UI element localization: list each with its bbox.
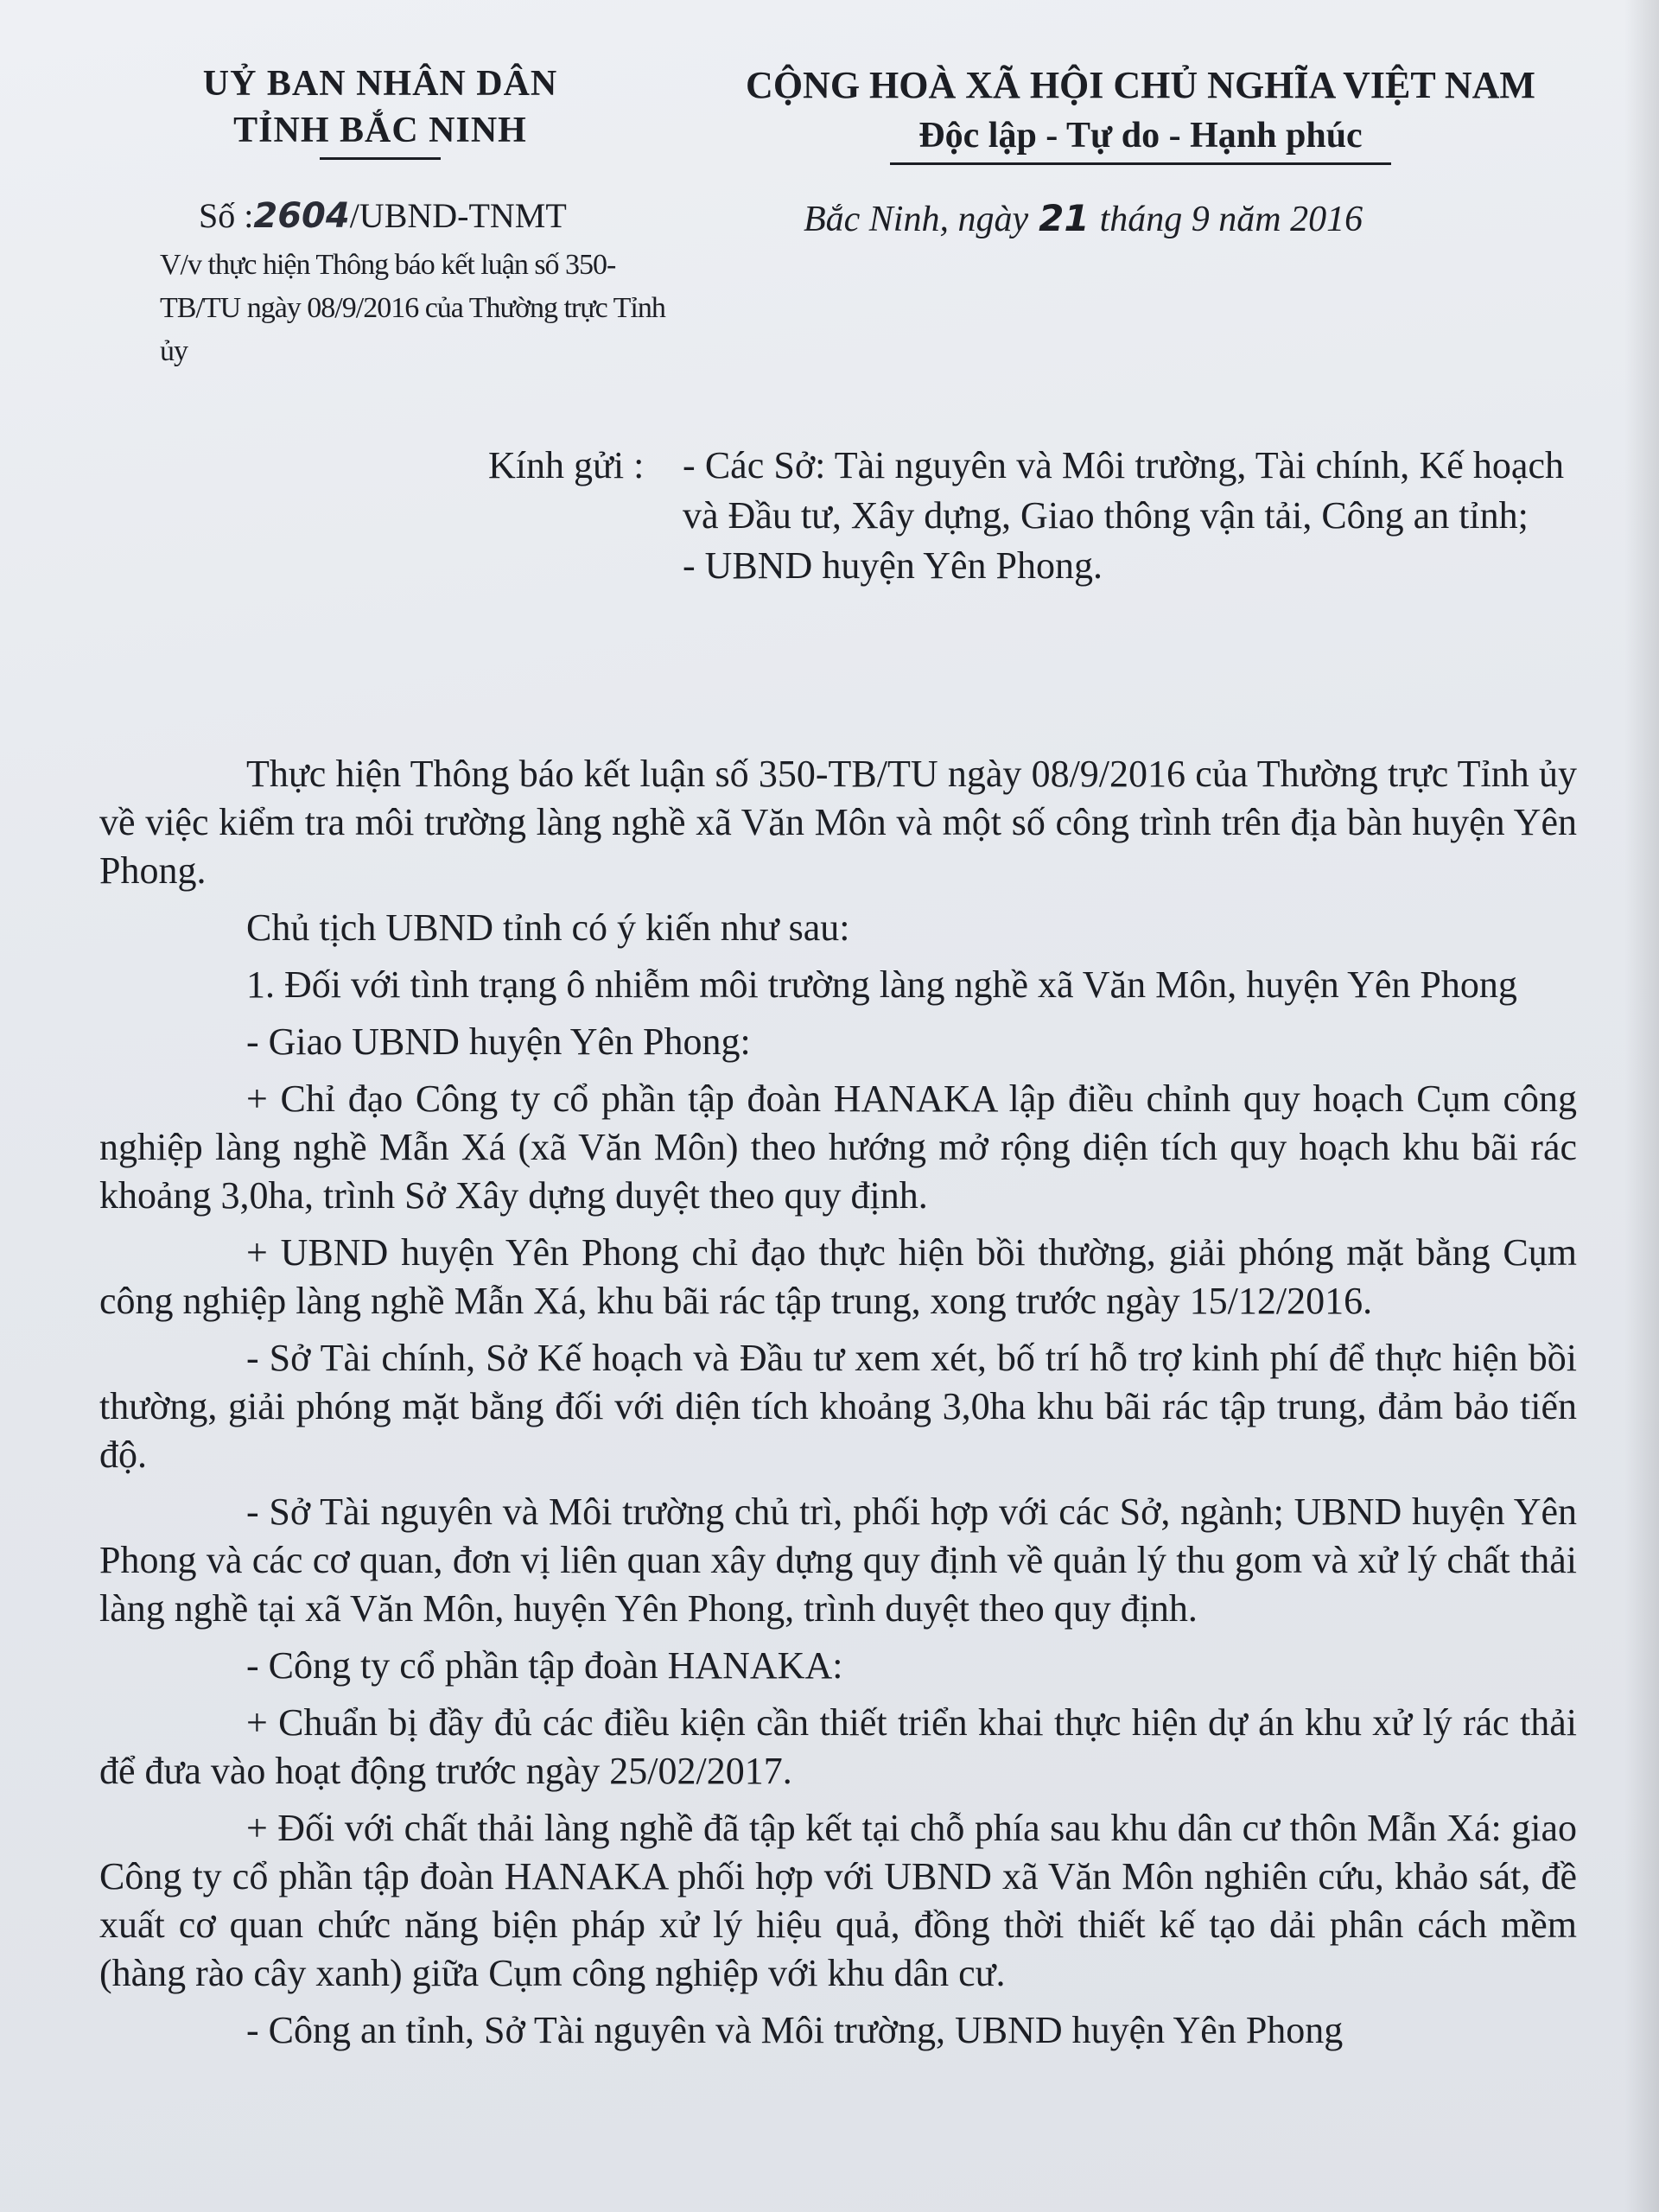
authority-line-2: TỈNH BẮC NINH [233,111,527,150]
date-line [804,197,1363,240]
body-paragraph: - Sở Tài chính, Sở Kế hoạch và Đầu tư xem xét, bố trí hỗ trợ kinh phí để thực hiện bồi thường, giải phóng mặt bằng đối với diện tích khoảng 3,0ha khu bãi rác tập trung, đảm bảo tiến độ. [99,1337,1577,1476]
date-day-handwritten: 21 [1039,197,1090,239]
recipient-line-2: - UBND huyện Yên Phong. [683,544,1103,587]
authority-line-1: UỶ BAN NHÂN DÂN [202,64,558,104]
section-heading: 1. Đối với tình trạng ô nhiễm môi trường làng nghề xã Văn Môn, huyện Yên Phong [246,963,1517,1006]
issuing-authority [156,60,605,160]
national-motto: Độc lập - Tự do - Hạnh phúc [918,116,1363,156]
date-place: Bắc Ninh, ngày [804,200,1029,239]
document-subject: V/v thực hiện Thông báo kết luận số 350-TB/TU ngày 08/9/2016 của Thường trực Tỉnh ủy [160,249,665,367]
authority-underline [320,157,441,160]
doc-number-handwritten: 2604 [253,196,350,236]
body-paragraph: - Công an tỉnh, Sở Tài nguyên và Môi trường, UBND huyện Yên Phong [246,2009,1344,2051]
national-title: CỘNG HOÀ XÃ HỘI CHỦ NGHĨA VIỆT NAM [746,64,1535,106]
body-paragraph: Thực hiện Thông báo kết luận số 350-TB/TU ngày 08/9/2016 của Thường trực Tỉnh ủy về việc kiểm tra môi trường làng nghề xã Văn Môn và một số công trình trên địa bàn huyện Yên Phong. [99,753,1577,892]
national-header [691,60,1590,165]
doc-number-suffix: /UBND-TNMT [349,196,567,235]
recipients-block [488,441,1577,591]
body-paragraph: + Đối với chất thải làng nghề đã tập kết tại chỗ phía sau khu dân cư thôn Mẫn Xá: giao Công ty cổ phần tập đoàn HANAKA phối hợp với UBND xã Văn Môn nghiên cứu, khảo sát, đề xuất cơ quan chức năng biện pháp xử lý hiệu quả, đồng thời thiết kế tạo dải phân cách mềm (hàng rào cây xanh) giữa Cụm công nghiệp với khu dân cư. [99,1807,1577,1994]
document-body [99,750,1577,2063]
body-paragraph: + Chỉ đạo Công ty cổ phần tập đoàn HANAKA lập điều chỉnh quy hoạch Cụm công nghiệp làng nghề Mẫn Xá (xã Văn Môn) theo hướng mở rộng diện tích quy hoạch khu bãi rác khoảng 3,0ha, trình Sở Xây dựng duyệt theo quy định. [99,1077,1577,1217]
recipients-label: Kính gửi : [488,444,645,486]
page-edge-shadow [1624,0,1659,2212]
body-paragraph: - Giao UBND huyện Yên Phong: [246,1020,751,1063]
recipient-line-1: - Các Sở: Tài nguyên và Môi trường, Tài chính, Kế hoạch và Đầu tư, Xây dựng, Giao thông vận tải, Công an tỉnh; [683,444,1564,537]
body-paragraph: - Công ty cổ phần tập đoàn HANAKA: [246,1644,843,1687]
recipients-list [683,441,1564,591]
motto-underline [890,162,1391,165]
body-paragraph: Chủ tịch UBND tỉnh có ý kiến như sau: [246,906,850,949]
date-rest: tháng 9 năm 2016 [1099,200,1363,239]
body-paragraph: + UBND huyện Yên Phong chỉ đạo thực hiện bồi thường, giải phóng mặt bằng Cụm công nghiệp làng nghề Mẫn Xá, khu bãi rác tập trung, xong trước ngày 15/12/2016. [99,1231,1577,1322]
doc-number-prefix: Số : [199,196,254,235]
document-number [199,195,567,236]
body-paragraph: - Sở Tài nguyên và Môi trường chủ trì, phối hợp với các Sở, ngành; UBND huyện Yên Phong và các cơ quan, đơn vị liên quan xây dựng quy định về quản lý thu gom và xử lý chất thải làng nghề tại xã Văn Môn, huyện Yên Phong, trình duyệt theo quy định. [99,1491,1577,1630]
body-paragraph: + Chuẩn bị đầy đủ các điều kiện cần thiết triển khai thực hiện dự án khu xử lý rác thải để đưa vào hoạt động trước ngày 25/02/2017. [99,1701,1577,1792]
